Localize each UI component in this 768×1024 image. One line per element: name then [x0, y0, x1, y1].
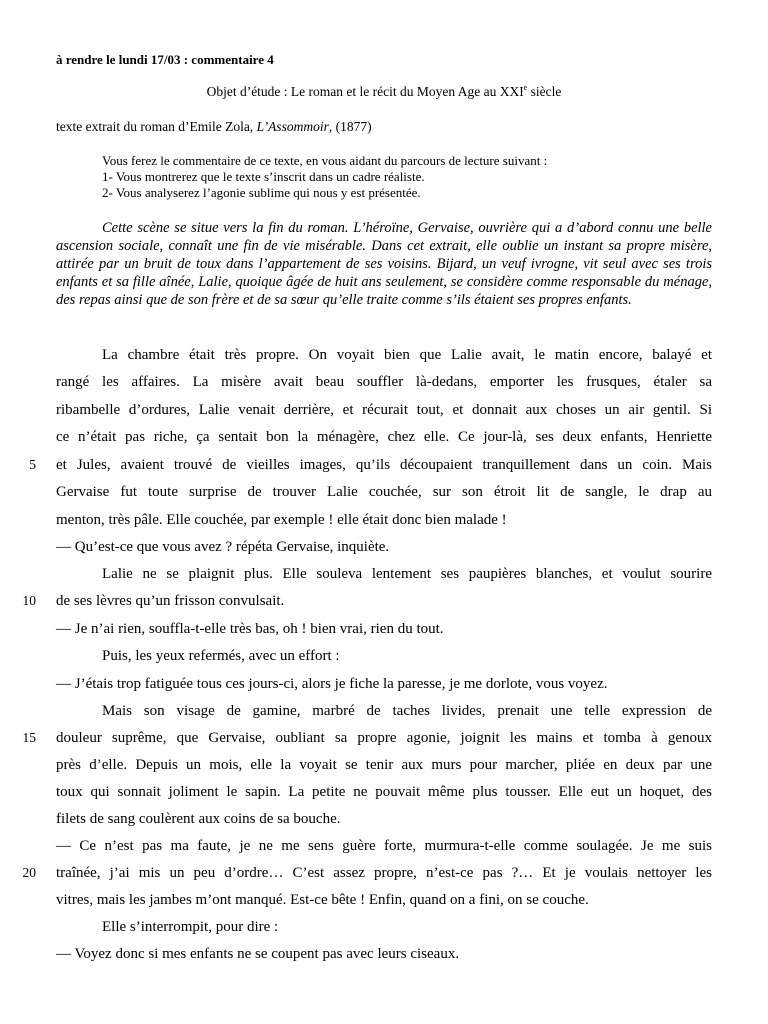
century-superscript: e — [523, 83, 528, 92]
text-line: menton, très pâle. Elle couchée, par exemple ! elle était donc bien malade ! — [56, 512, 507, 528]
study-object — [0, 84, 768, 100]
text-line: Lalie ne se plaignit plus. Elle souleva lentement ses paupières blanches, et voulut sourire — [102, 566, 712, 582]
line-number: 20 — [22, 865, 36, 880]
line-number: 5 — [29, 457, 36, 472]
source-prefix: texte extrait du roman d’Emile Zola, — [56, 119, 257, 134]
text-line: Gervaise fut toute surprise de trouver Lalie couchée, sur son étroit lit de sangle, le drap au — [56, 484, 712, 500]
text-line: de ses lèvres qu’un frisson convulsait. — [56, 593, 285, 609]
text-line: ribambelle d’ordures, Lalie venait derrière, et récurait tout, et donnait aux choses un air gentil. Si — [56, 402, 712, 418]
text-line: — Voyez donc si mes enfants ne se coupent pas avec leurs ciseaux. — [56, 946, 460, 962]
text-line: près d’elle. Depuis un mois, elle la voyait se tenir aux murs pour marcher, pliée en deux par une — [56, 757, 712, 773]
study-object-text: Objet d’étude : Le roman et le récit du Moyen Age au XXI — [206, 84, 524, 99]
text-line: vitres, mais les jambes m’ont manqué. Est-ce bête ! Enfin, quand on a fini, on se couche. — [56, 892, 589, 908]
text-line: — Ce n’est pas ma faute, je ne me sens guère forte, murmura-t-elle comme soulagée. Je me suis — [56, 838, 712, 854]
line-number: 15 — [22, 730, 36, 745]
source-line — [56, 119, 372, 135]
text-line: douleur suprême, que Gervaise, oubliant sa propre agonie, joignit les mains et tomba à genoux — [56, 730, 712, 746]
instruction-line: Vous ferez le commentaire de ce texte, en vous aidant du parcours de lecture suivant : — [102, 153, 548, 168]
instructions — [102, 153, 702, 201]
text-line: — Qu’est-ce que vous avez ? répéta Gervaise, inquiète. — [56, 539, 390, 555]
intro-paragraph: Cette scène se situe vers la fin du roman. L’héroïne, Gervaise, ouvrière qui a d’abord connu une belle ascension sociale, connaît une fin de vie misérable. Dans cet extrait, elle oublie un instant sa propre misère, attirée par un bruit de toux dans l’appartement de ses voisins. Bijard, un veuf ivrogne, vit seul avec ses trois enfants et sa fille aînée, Lalie, quoique âgée de huit ans seulement, se considère comme responsable du ménage, des repas ainsi que de son frère et de sa sœur qu’elle traite comme s’ils étaient ses propres enfants. — [56, 220, 712, 308]
text-line: La chambre était très propre. On voyait bien que Lalie avait, le matin encore, balayé et — [102, 347, 712, 363]
instruction-line: 2- Vous analyserez l’agonie sublime qui nous y est présentée. — [102, 185, 421, 200]
text-line: filets de sang coulèrent aux coins de sa bouche. — [56, 811, 341, 827]
text-line: Elle s’interrompit, pour dire : — [102, 919, 279, 935]
text-line: traînée, j’ai mis un peu d’ordre… C’est assez propre, n’est-ce pas ?… Et je voulais nettoyer les — [56, 865, 712, 881]
text-line: Puis, les yeux refermés, avec un effort : — [102, 648, 340, 664]
text-line: — Je n’ai rien, souffla-t-elle très bas, oh ! bien vrai, rien du tout. — [56, 621, 444, 637]
text-line: Mais son visage de gamine, marbré de taches livides, prenait une telle expression de — [102, 703, 712, 719]
text-line: ce n’était pas riche, ça sentait bon la ménagère, chez elle. Ce jour-là, ses deux enfants, Henriette — [56, 429, 712, 445]
source-year: , (1877) — [328, 119, 372, 134]
line-number: 10 — [22, 593, 36, 608]
instruction-line: 1- Vous montrerez que le texte s’inscrit dans un cadre réaliste. — [102, 169, 425, 184]
text-line: rangé les affaires. La misère avait beau souffler là-dedans, emporter les frusques, étaler sa — [56, 374, 712, 390]
text-line: toux qui sonnait joliment le sapin. La petite ne pouvait même plus tousser. Elle eut un hoquet, des — [56, 784, 712, 800]
study-object-suffix: siècle — [527, 84, 562, 99]
text-line: et Jules, avaient trouvé de vieilles images, qu’ils découpaient tranquillement dans un coin. Mais — [56, 457, 712, 473]
assignment-heading: à rendre le lundi 17/03 : commentaire 4 — [56, 52, 274, 67]
book-title: L’Assommoir — [256, 119, 329, 134]
text-line: — J’étais trop fatiguée tous ces jours-ci, alors je fiche la paresse, je me dorlote, vous voyez. — [56, 676, 608, 692]
